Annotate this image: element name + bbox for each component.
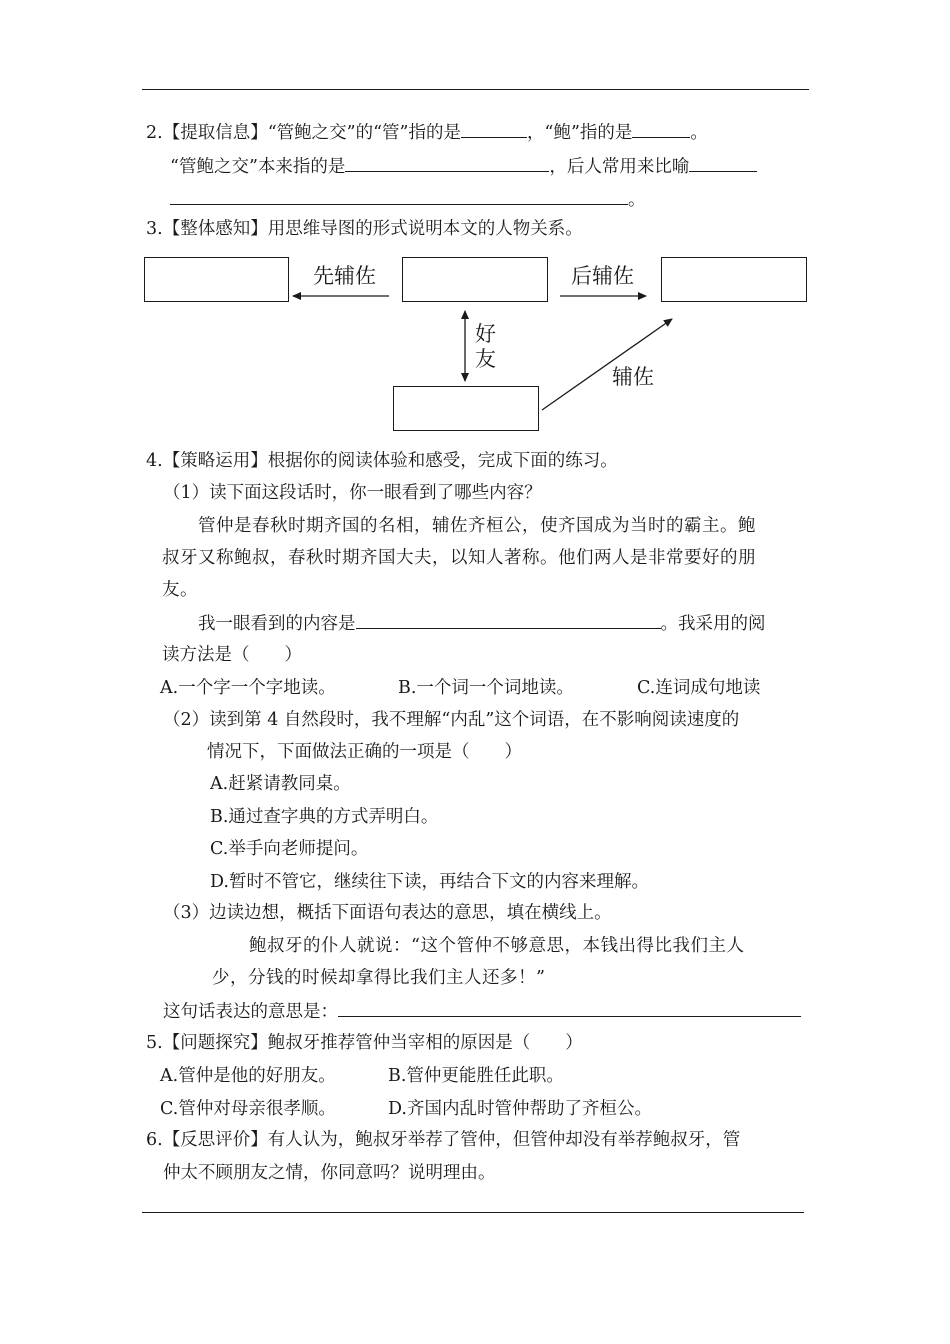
q4-sub1-prompt: （1）读下面这段话时，你一眼看到了哪些内容？	[163, 483, 542, 503]
q6-line1: 6.【反思评价】有人认为，鲍叔牙举荐了管仲，但管仲却没有举荐鲍叔牙，管	[146, 1130, 741, 1150]
q4-sub3-answer-label: 这句话表达的意思是：	[163, 1002, 338, 1022]
q2-end2: 。	[628, 190, 646, 210]
q2-part1: “管鲍之交”的“管”指的是	[267, 123, 461, 143]
label-assist: 辅佐	[612, 365, 654, 389]
q4-sub1-option-a[interactable]: A.一个字一个字地读。	[160, 678, 336, 698]
q4-sub2-option-b[interactable]: B.通过查字典的方式弄明白。	[210, 807, 439, 827]
q4-sub3-answer	[163, 998, 801, 1024]
q4-sub2-option-d[interactable]: D.暂时不管它，继续往下读，再结合下文的内容来理解。	[210, 872, 649, 892]
q4-sub2-option-c[interactable]: C.举手向老师提问。	[210, 839, 369, 859]
q5-option-c[interactable]: C.管仲对母亲很孝顺。	[160, 1099, 336, 1119]
q4-sub3-quote-line2: 少，分钱的时候却拿得比我们主人还多！”	[212, 968, 546, 988]
q2-part2: “鲍”指的是	[544, 123, 633, 143]
q4-sub1-answer	[198, 610, 766, 636]
label-first-assist: 先辅佐	[313, 264, 376, 288]
q4-sub2-prompt-line1: （2）读到第 4 自然段时，我不理解“内乱”这个词语，在不影响阅读速度的	[163, 710, 740, 730]
q4-sub1-method: 读方法是（ ）	[162, 645, 302, 665]
q5-prompt: 5.【问题探究】鲍叔牙推荐管仲当宰相的原因是（ ）	[146, 1033, 583, 1053]
q4-sub3-quote-line1: 鲍叔牙的仆人就说：“这个管仲不够意思，本钱出得比我们主人	[249, 936, 745, 956]
q4-sub2-prompt-line2: 情况下，下面做法正确的一项是（ ）	[207, 742, 522, 762]
label-later-assist: 后辅佐	[571, 264, 634, 288]
q4-sub1-option-c[interactable]: C.连词成句地读	[637, 678, 761, 698]
q3-prompt: 3.【整体感知】用思维导图的形式说明本文的人物关系。	[146, 219, 583, 239]
q4-sub1-answer-b: 。我采用的阅	[660, 614, 766, 634]
q4-sub1-blank[interactable]	[356, 610, 661, 629]
q4-passage-line2: 叔牙又称鲍叔，春秋时期齐国大夫，以知人著称。他们两人是非常要好的朋	[162, 548, 756, 568]
q2-sep1: ，	[527, 123, 545, 143]
q4-sub1-option-b[interactable]: B.一个词一个词地读。	[398, 678, 574, 698]
q4-sub1-answer-a: 我一眼看到的内容是	[198, 614, 356, 634]
label-friend-1: 好	[475, 322, 496, 346]
q4-sub2-option-a[interactable]: A.赶紧请教同桌。	[210, 774, 351, 794]
q4-passage-line3: 友。	[162, 580, 198, 600]
q4-sub3-blank[interactable]	[338, 998, 801, 1017]
q6-answer-line[interactable]	[142, 1212, 804, 1213]
q5-option-b[interactable]: B.管仲更能胜任此职。	[388, 1066, 564, 1086]
q4-passage-line1: 管仲是春秋时期齐国的名相，辅佐齐桓公，使齐国成为当时的霸主。鲍	[198, 516, 756, 536]
q2-line2-a: “管鲍之交”本来指的是	[170, 157, 346, 177]
q2-line2-b: ，后人常用来比喻	[549, 157, 690, 177]
q4-prompt: 4.【策略运用】根据你的阅读体验和感受，完成下面的练习。	[146, 451, 618, 471]
q5-option-d[interactable]: D.齐国内乱时管仲帮助了齐桓公。	[388, 1099, 652, 1119]
label-friend-2: 友	[475, 347, 496, 371]
q4-sub3-prompt: （3）边读边想，概括下面语句表达的意思，填在横线上。	[163, 903, 612, 923]
q6-line2: 仲太不顾朋友之情，你同意吗？说明理由。	[163, 1163, 496, 1183]
q2-end1: 。	[690, 123, 708, 143]
q2-label: 2.【提取信息】	[146, 123, 268, 143]
q5-option-a[interactable]: A.管仲是他的好朋友。	[160, 1066, 336, 1086]
